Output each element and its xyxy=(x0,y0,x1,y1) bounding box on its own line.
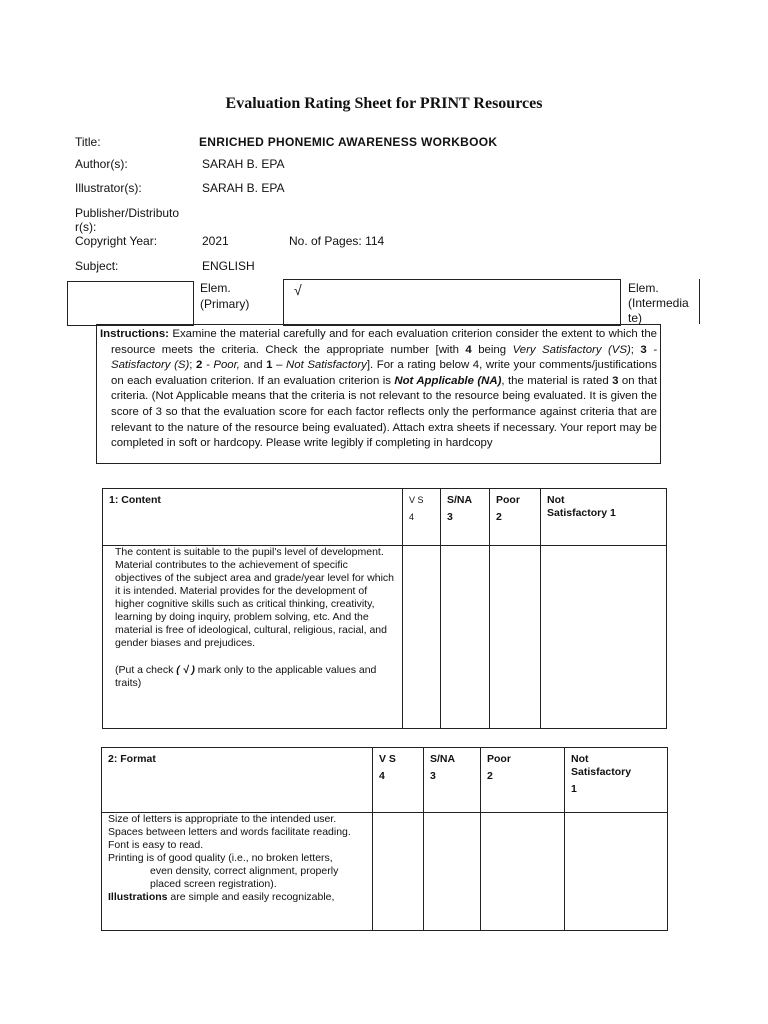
content-note: (Put a check ( √ ) mark only to the applicable values and traits) xyxy=(115,664,377,689)
author-label: Author(s): xyxy=(75,157,128,171)
check-mark-icon: √ xyxy=(294,282,302,298)
level-primary-label: Elem. (Primary) xyxy=(200,281,250,311)
instructions-text: Instructions: Examine the material carefully and for each evaluation criterion consider the extent to which the resource meets the criteria. Check the appropriate number [with 4 being Very Satisfactory (VS); 3 - Satisfactory (S); 2 - Poor, and 1 – Not Satisfactory]. For a rating below 4, write your comments/justifications on each evaluation criterion. If an evaluation criterion is Not Applicable (NA), the material is rated 3 on that criteria. (Not Applicable means that the criteria is not relevant to the resource being evaluated. It is given the score of 3 so that the evaluation score for each factor reflects only the performance against criteria that are relevant to the nature of the resource being evaluated). Attach extra sheets if necessary. Your report may be completed in soft or hardcopy. Please write legibly if completing in hardcopy xyxy=(100,328,658,450)
level-intermediate-label: Elem. (Intermedia te) xyxy=(628,281,689,325)
content-criteria xyxy=(103,546,403,729)
format-vs-cell[interactable] xyxy=(373,813,424,931)
content-table xyxy=(102,488,667,729)
level-check-box[interactable] xyxy=(283,279,621,326)
criterion-letter-size: Size of letters is appropriate to the intended user. xyxy=(108,813,337,825)
content-header-row xyxy=(103,489,667,546)
format-header: 2: Format xyxy=(102,748,373,813)
pages-label: No. of Pages: 114 xyxy=(289,234,385,248)
publisher-label-line1: Publisher/Distributo xyxy=(75,206,180,220)
title-value: ENRICHED PHONEMIC AWARENESS WORKBOOK xyxy=(199,135,498,149)
poor-header: Poor 2 xyxy=(490,489,541,546)
publisher-label-line2: r(s): xyxy=(75,220,97,234)
criterion-printing: Printing is of good quality (i.e., no broken letters, xyxy=(108,852,333,864)
content-ns-cell[interactable] xyxy=(541,546,667,729)
not-satisfactory-header: Not Satisfactory 1 xyxy=(565,748,668,813)
instructions-box xyxy=(96,324,661,464)
not-satisfactory-header: Not Satisfactory 1 xyxy=(541,489,667,546)
sna-header: S/NA 3 xyxy=(441,489,490,546)
criterion-illustrations: Illustrations are simple and easily recognizable, xyxy=(108,891,335,903)
format-criteria xyxy=(102,813,373,931)
content-vs-cell[interactable] xyxy=(403,546,441,729)
poor-header: Poor 2 xyxy=(481,748,565,813)
pages-value: 114 xyxy=(365,234,385,248)
format-ns-cell[interactable] xyxy=(565,813,668,931)
criterion-spacing: Spaces between letters and words facilitate reading. xyxy=(108,826,351,838)
format-criteria-row xyxy=(102,813,668,931)
level-divider xyxy=(699,279,700,324)
title-label: Title: xyxy=(75,135,101,149)
format-sna-cell[interactable] xyxy=(424,813,481,931)
format-table xyxy=(101,747,668,931)
format-header-row xyxy=(102,748,668,813)
copyright-label: Copyright Year: xyxy=(75,234,158,248)
content-header: 1: Content xyxy=(103,489,403,546)
vs-header: V S 4 xyxy=(403,489,441,546)
document-title: Evaluation Rating Sheet for PRINT Resources xyxy=(225,95,543,112)
author-value: SARAH B. EPA xyxy=(202,157,285,171)
criterion-printing-detail: even density, correct alignment, properly placed screen registration). xyxy=(150,865,339,890)
copyright-value: 2021 xyxy=(202,234,229,248)
criterion-font: Font is easy to read. xyxy=(108,839,204,851)
content-poor-cell[interactable] xyxy=(490,546,541,729)
vs-header: V S 4 xyxy=(373,748,424,813)
illustrator-label: Illustrator(s): xyxy=(75,181,142,195)
content-criteria-row xyxy=(103,546,667,729)
subject-value: ENGLISH xyxy=(202,259,255,273)
format-poor-cell[interactable] xyxy=(481,813,565,931)
content-sna-cell[interactable] xyxy=(441,546,490,729)
content-criteria-text: The content is suitable to the pupil's level of development. Material contributes to the achievement of specific objectives of the subject area and grade/year level for which it is intended. Material provides for the development of higher cognitive skills such as critical thinking, creativity, learning by doing inquiry, problem solving, etc. And the material is free of ideological, cultural, religious, racial, and gender biases and prejudices. xyxy=(115,546,394,649)
level-empty-box[interactable] xyxy=(67,281,194,326)
illustrator-value: SARAH B. EPA xyxy=(202,181,285,195)
subject-label: Subject: xyxy=(75,259,119,273)
sna-header: S/NA 3 xyxy=(424,748,481,813)
